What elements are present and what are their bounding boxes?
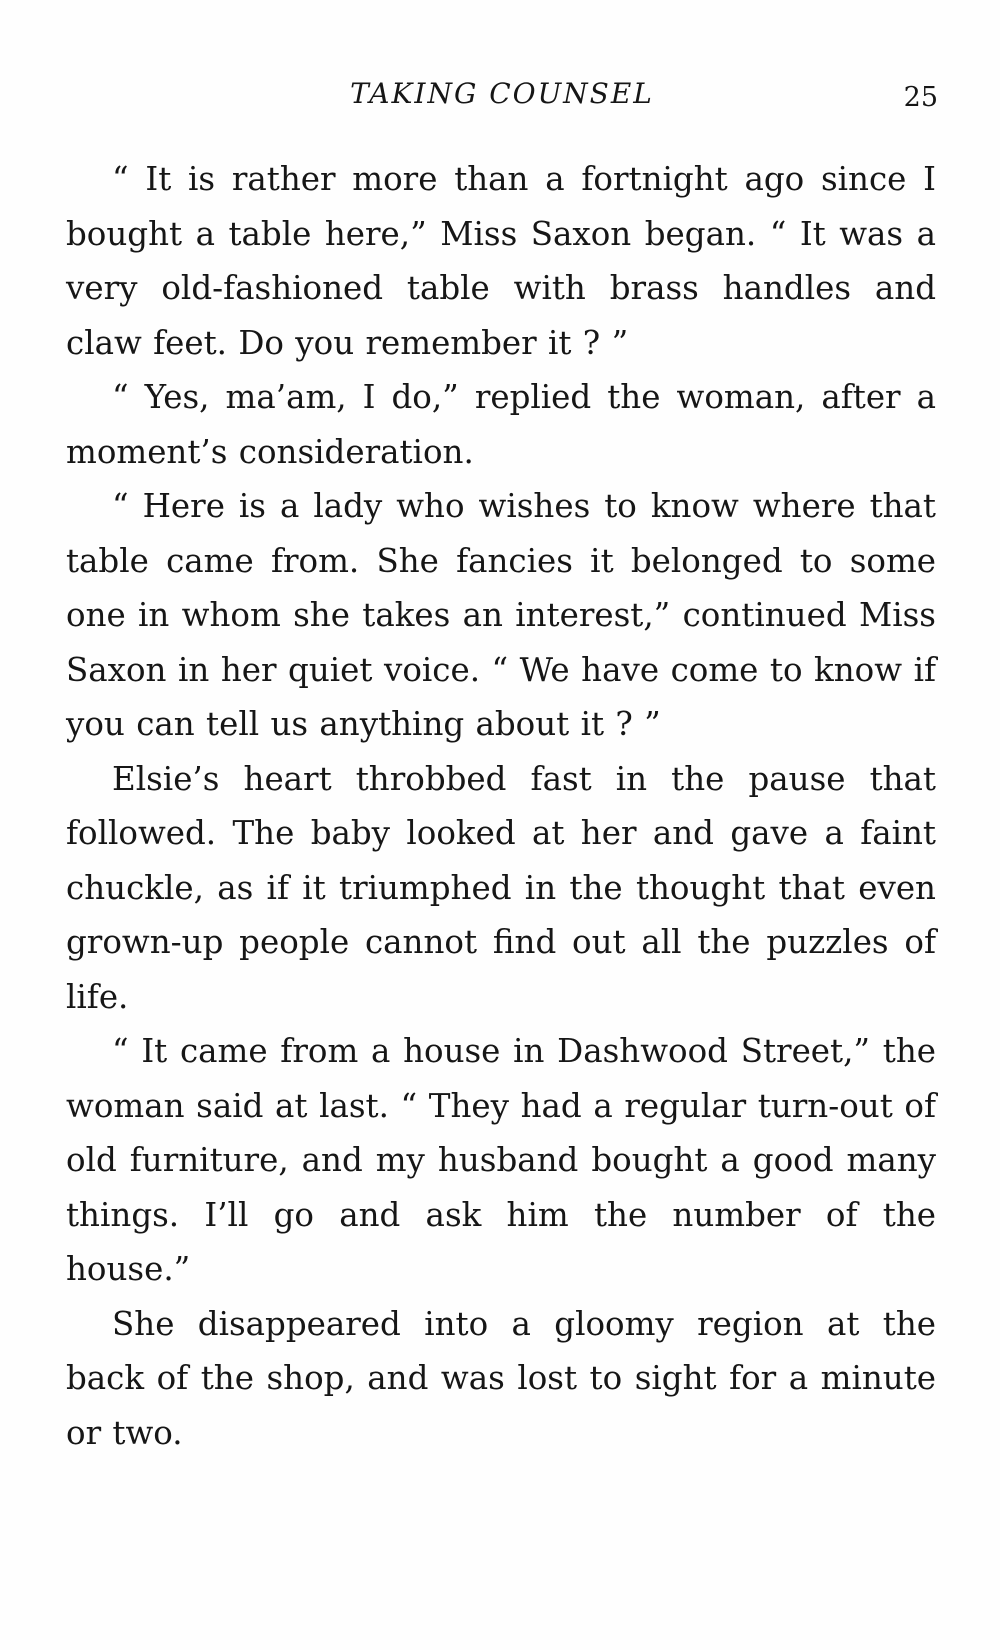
running-title: TAKING COUNSEL: [350, 77, 654, 110]
paragraph: “ It is rather more than a fortnight ago since I bought a table here,” Miss Saxon began. “ It was a very old-fashioned table with brass handles and claw feet. Do you remember it ? ”: [66, 160, 936, 362]
paragraph: “ Yes, ma’am, I do,” replied the woman, after a moment’s consideration.: [66, 378, 936, 471]
body-text: [66, 152, 936, 1460]
paragraph: Elsie’s heart throbbed fast in the pause that followed. The baby looked at her and gave a faint chuckle, as if it triumphed in the thought that even grown-up people cannot find out all the puzzles of life.: [66, 759, 936, 1016]
page-number: 25: [903, 82, 938, 113]
running-head: [66, 70, 938, 118]
paragraph: She disappeared into a gloomy region at the back of the shop, and was lost to sight for a minute or two.: [66, 1304, 936, 1452]
paragraph: “ It came from a house in Dashwood Street,” the woman said at last. “ They had a regular turn-out of old furniture, and my husband bought a good many things. I’ll go and ask him the number of the house.”: [66, 1032, 936, 1288]
paragraph: “ Here is a lady who wishes to know where that table came from. She fancies it belonged to some one in whom she takes an interest,” continued Miss Saxon in her quiet voice. “ We have come to know if you can tell us anything about it ? ”: [66, 487, 936, 743]
